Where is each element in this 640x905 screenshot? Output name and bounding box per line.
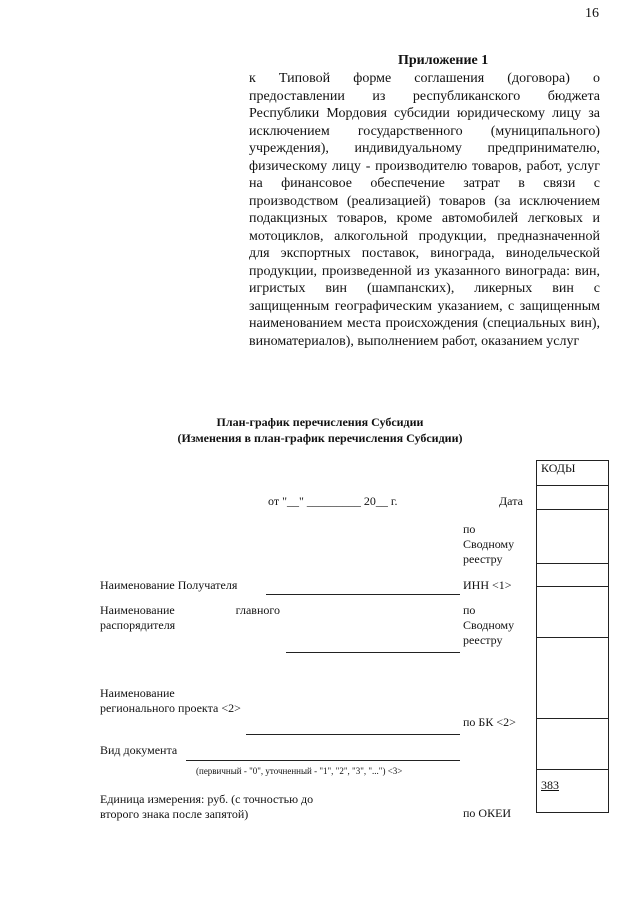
- codes-table: [536, 460, 609, 813]
- schedule-subtitle: (Изменения в план-график перечисления Субсидии): [177, 431, 463, 445]
- recipient-input-line[interactable]: [266, 594, 460, 595]
- doc-type-label: Вид документа: [100, 743, 178, 757]
- appendix-text: к Типовой форме соглашения (договора) о предоставлении из республиканского бюджета Республики Мордовия субсидии юридическому лицу за исключением государственного (муниципального) учреждения), индивидуальному предпринимателю, физическому лицу - производителю товаров, работ, услуг на финансовое обеспечение затрат в связи с производством (реализацией) товаров (за исключением подакцизных товаров, кроме автомобилей легковых и мотоциклов, алкогольной продукции, предназначенной для экспортных поставок, винограда, винодельческой продукции, произведенной из указанного винограда: вин, игристых вин (шампанских), ликерных вин с защищенным географическим указанием, с защищенным наименованием места происхождения (специальных вин), виноматериалов), выполнением работ, оказанием услуг: [249, 71, 600, 349]
- appendix-title: Приложение 1: [398, 53, 489, 68]
- consolidated-registry-label-2: по Сводному реестру: [463, 603, 515, 647]
- manager-input-line[interactable]: [286, 652, 460, 653]
- code-cell-manager-registry[interactable]: [537, 587, 609, 638]
- okei-value: 383: [541, 778, 559, 792]
- code-cell-inn[interactable]: [537, 564, 609, 587]
- code-cell-bk[interactable]: [537, 638, 609, 719]
- doc-type-hint: (первичный - "0", уточненный - "1", "2", "3", "...") <3>: [196, 766, 403, 776]
- code-cell-registry[interactable]: [537, 510, 609, 564]
- code-cell-date[interactable]: [537, 486, 609, 510]
- doc-type-input-line[interactable]: [186, 760, 460, 761]
- manager-label: Наименование главного распорядителя: [100, 603, 280, 632]
- unit-label: Единица измерения: руб. (с точностью до второго знака после запятой): [100, 792, 314, 821]
- schedule-title: План-график перечисления Субсидии: [216, 415, 424, 429]
- date-line: от "__" _________ 20__ г.: [268, 494, 398, 508]
- code-cell-doc-type[interactable]: [537, 719, 609, 770]
- project-input-line[interactable]: [246, 734, 460, 735]
- project-label: Наименование регионального проекта <2>: [100, 686, 241, 715]
- page-number: 16: [585, 6, 599, 21]
- code-cell-okei: [537, 770, 609, 813]
- codes-header: КОДЫ: [537, 461, 609, 486]
- inn-label: ИНН <1>: [463, 578, 512, 592]
- recipient-label: Наименование Получателя: [100, 578, 238, 592]
- consolidated-registry-label: по Сводному реестру: [463, 522, 515, 566]
- okei-label: по ОКЕИ: [463, 806, 512, 820]
- date-label: Дата: [499, 494, 523, 508]
- bk-label: по БК <2>: [463, 715, 516, 729]
